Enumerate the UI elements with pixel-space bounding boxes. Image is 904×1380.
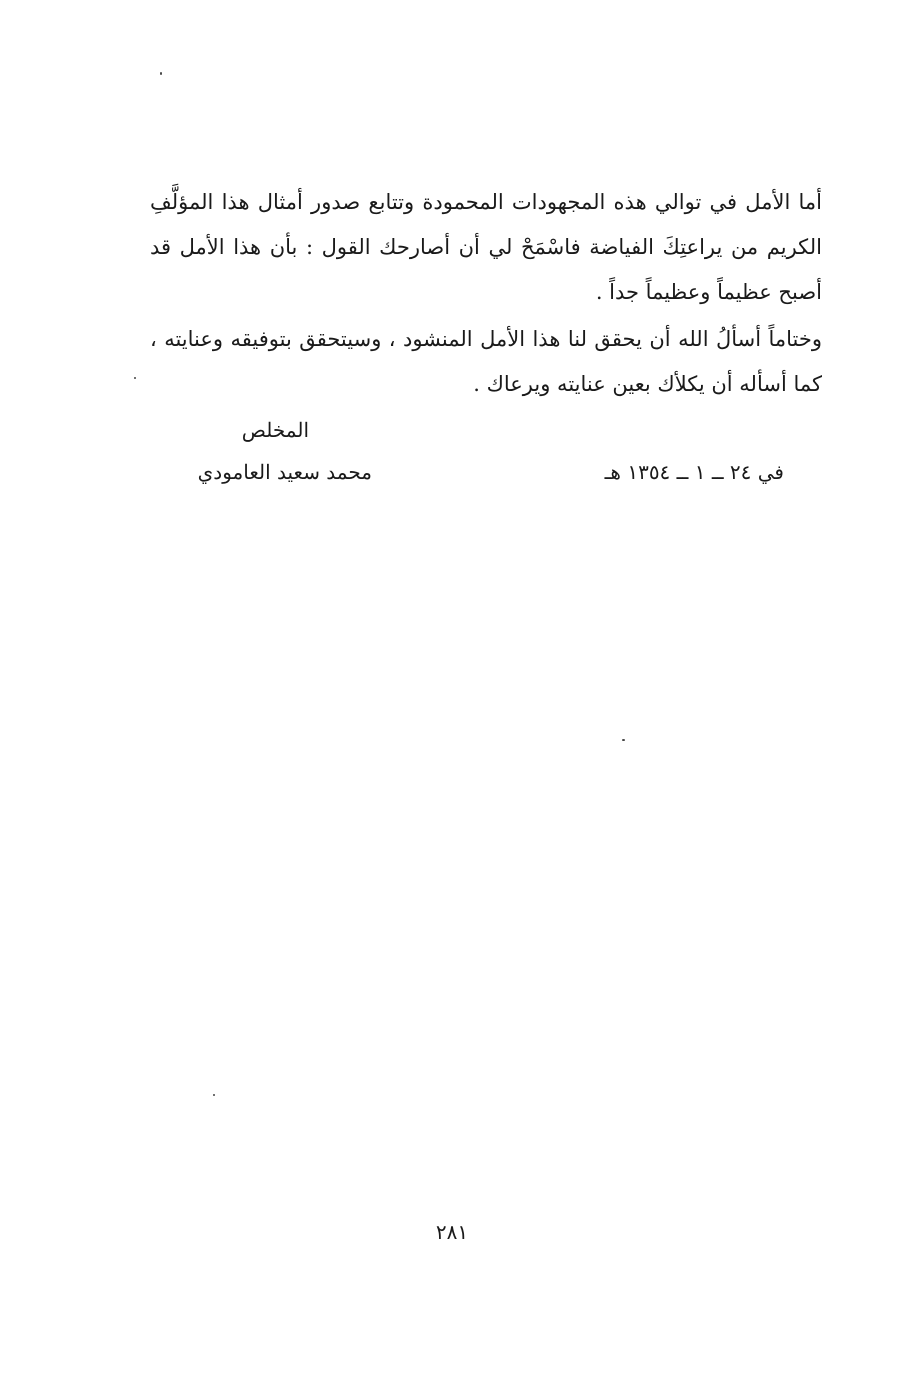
scan-speck <box>134 377 136 379</box>
scan-speck <box>622 739 625 741</box>
signoff-label: المخلص <box>241 418 309 442</box>
scan-speck <box>160 72 162 75</box>
paragraph-hope: أما الأمل في توالي هذه المجهودات المحمودة وتتابع صدور أمثال هذا المؤلَّفِ الكريم من يراعتِكَ الفياضة فاسْمَحْ لي أن أصارحك القول : بأن هذا الأمل قد أصبح عظيماً وعظيماً جداً . <box>150 190 822 304</box>
date-line: في ٢٤ ــ ١ ــ ١٣٥٤ هـ <box>604 460 784 484</box>
paragraph-closing: وختاماً أسألُ الله أن يحقق لنا هذا الأمل المنشود ، وسيتحقق بتوفيقه وعنايته ، كما أسأله أن يكلأك بعين عنايته ويرعاك . <box>150 327 822 396</box>
page-number: ٢٨١ <box>435 1220 469 1244</box>
author-name: محمد سعيد العامودي <box>197 460 372 484</box>
scan-speck <box>213 1094 215 1096</box>
